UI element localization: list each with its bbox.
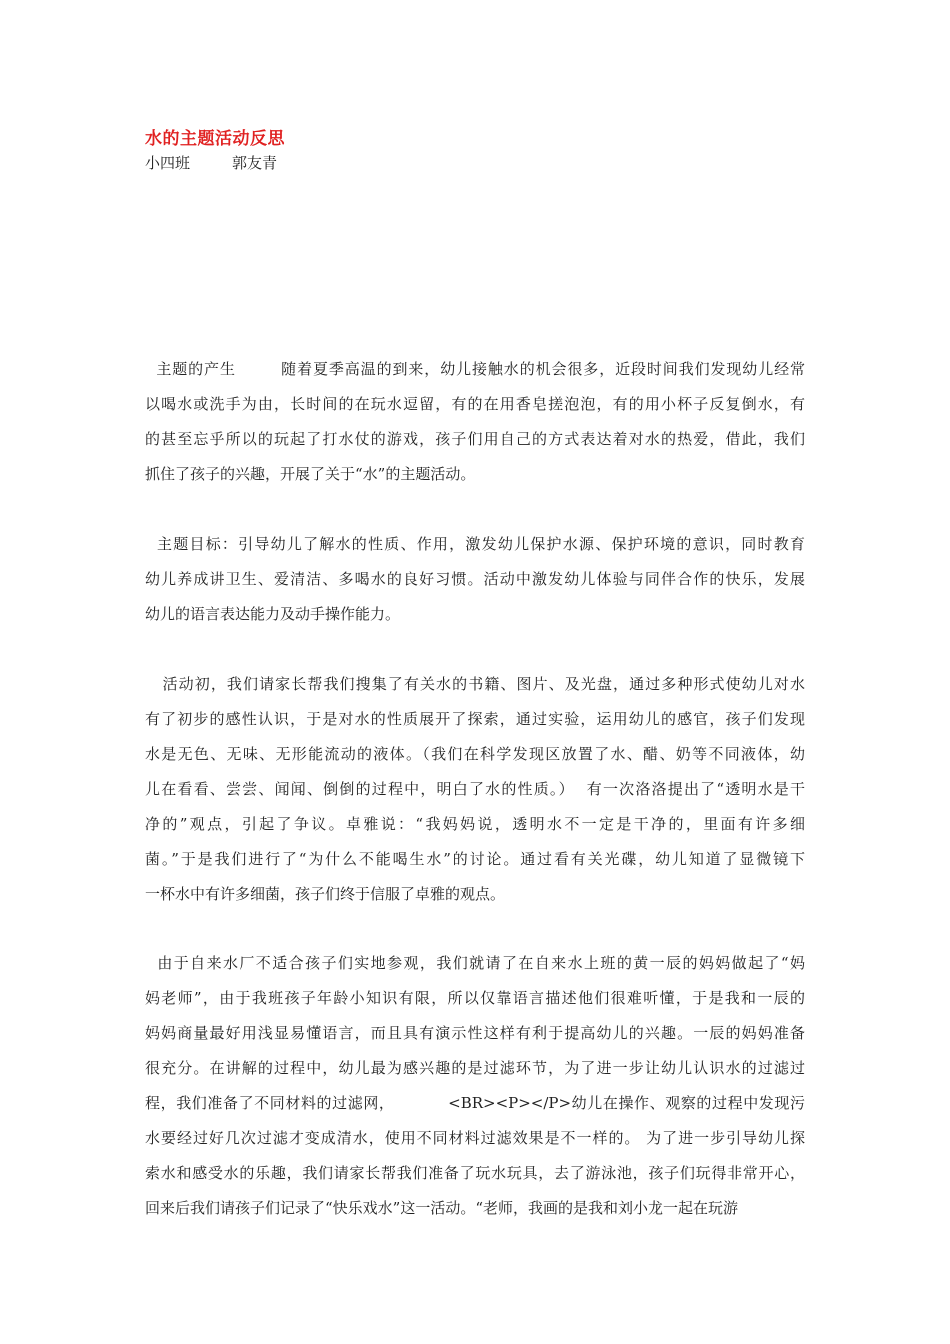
text-line: 索水和感受水的乐趣，我们请家长帮我们准备了玩水玩具，去了游泳池，孩子们玩得非常开心， xyxy=(145,1164,805,1182)
class-name: 小四班 xyxy=(145,154,191,172)
text-line: 水是无色、无味、无形能流动的液体。（我们在科学发现区放置了水、醋、奶等不同液体，幼 xyxy=(145,745,805,763)
author-name: 郭友青 xyxy=(232,154,278,172)
paragraph-topic-goals xyxy=(145,527,805,632)
paragraph-water-plant xyxy=(145,946,805,1226)
byline xyxy=(145,152,277,173)
text-line: 由于自来水厂不适合孩子们实地参观，我们就请了在自来水上班的黄一辰的妈妈做起了“妈 xyxy=(145,954,805,972)
document-title: 水的主题活动反思 xyxy=(145,129,285,149)
text-line: 一杯水中有许多细菌，孩子们终于信服了卓雅的观点。 xyxy=(145,885,506,903)
text-line: 程，我们准备了不同材料的过滤网， <BR><P></P>幼儿在操作、观察的过程中发现污 xyxy=(145,1094,805,1112)
text-line: 妈老师”，由于我班孩子年龄小知识有限，所以仅靠语言描述他们很难听懂，于是我和一辰的 xyxy=(145,989,805,1007)
text-line: 活动初，我们请家长帮我们搜集了有关水的书籍、图片、及光盘，通过多种形式使幼儿对水 xyxy=(145,675,805,693)
text-line: 水要经过好几次过滤才变成清水，使用不同材料过滤效果是不一样的。 为了进一步引导幼儿探 xyxy=(145,1129,805,1147)
text-line: 菌。”于是我们进行了“为什么不能喝生水”的讨论。通过看有关光碟，幼儿知道了显微镜下 xyxy=(145,850,805,868)
paragraph-activity-start xyxy=(145,667,805,912)
text-line: 儿在看看、尝尝、闻闻、倒倒的过程中，明白了水的性质。） 有一次洛洛提出了“透明水是干 xyxy=(145,780,805,798)
text-line: 主题目标：引导幼儿了解水的性质、作用，激发幼儿保护水源、保护环境的意识，同时教育 xyxy=(145,535,805,553)
text-line: 幼儿养成讲卫生、爱清洁、多喝水的良好习惯。活动中激发幼儿体验与同伴合作的快乐，发展 xyxy=(145,570,805,588)
text-line: 幼儿的语言表达能力及动手操作能力。 xyxy=(145,605,401,623)
text-line: 净的”观点，引起了争议。卓雅说：“我妈妈说，透明水不一定是干净的，里面有许多细 xyxy=(145,815,805,833)
text-line: 很充分。在讲解的过程中，幼儿最为感兴趣的是过滤环节，为了进一步让幼儿认识水的过滤过 xyxy=(145,1059,805,1077)
text-line: 以喝水或洗手为由，长时间的在玩水逗留，有的在用香皂搓泡泡，有的用小杯子反复倒水，有 xyxy=(145,395,805,413)
text-line: 的甚至忘乎所以的玩起了打水仗的游戏，孩子们用自己的方式表达着对水的热爱，借此，我们 xyxy=(145,430,805,448)
text-line: 回来后我们请孩子们记录了“快乐戏水”这一活动。“老师，我画的是我和刘小龙一起在玩游 xyxy=(145,1199,739,1217)
paragraph-topic-origin xyxy=(145,352,805,492)
text-line: 有了初步的感性认识，于是对水的性质展开了探索，通过实验，运用幼儿的感官，孩子们发现 xyxy=(145,710,805,728)
text-line: 主题的产生 随着夏季高温的到来，幼儿接触水的机会很多，近段时间我们发现幼儿经常 xyxy=(145,360,805,378)
text-line: 妈妈商量最好用浅显易懂语言，而且具有演示性这样有利于提高幼儿的兴趣。一辰的妈妈准备 xyxy=(145,1024,805,1042)
text-line: 抓住了孩子的兴趣，开展了关于“水”的主题活动。 xyxy=(145,465,476,483)
